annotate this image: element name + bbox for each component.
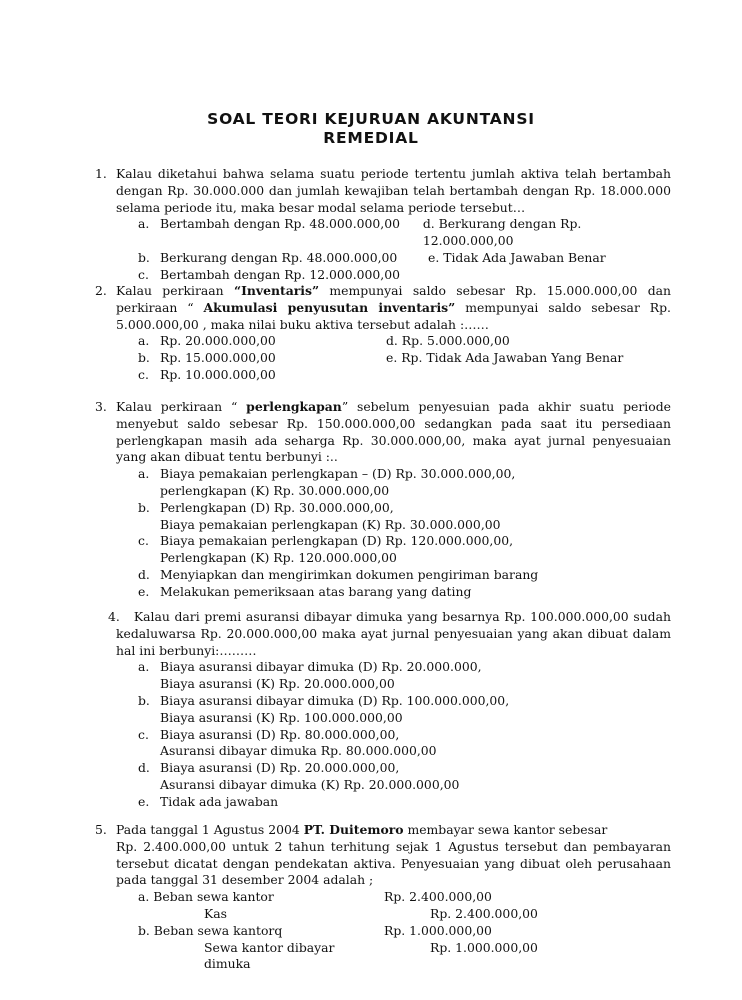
question-1 — [95, 166, 671, 284]
question-number: 4. — [108, 609, 120, 624]
option-a-credit: Kas Rp. 2.400.000,00 — [204, 905, 538, 921]
option-a: a. Biaya pemakaian perlengkapan – (D) Rp. 30.000.000,00, perlengkapan (K) Rp. 30.000.000,00 — [138, 466, 516, 498]
question-number: 3. — [95, 399, 107, 414]
options — [138, 216, 671, 283]
question-number: 5. — [95, 822, 107, 837]
question-number: 2. — [95, 283, 107, 298]
title-line-2: REMEDIAL — [323, 129, 419, 147]
question-stem: Kalau diketahui bahwa selama suatu periode tertentu jumlah aktiva telah bertambah dengan Rp. 30.000.000 dan jumlah kewajiban telah bertambah dengan Rp. 18.000.000 selama periode itu, maka besar modal selama periode tersebut… — [116, 166, 671, 215]
question-number: 1. — [95, 166, 107, 181]
option-b: b. Rp. 15.000.000,00 — [138, 350, 276, 366]
question-4 — [95, 609, 671, 811]
option-a: a. Bertambah dengan Rp. 48.000.000,00 — [138, 216, 400, 232]
question-stem: Kalau perkiraan “ perlengkapan” sebelum penyesuian pada akhir suatu periode menyebut saldo sebesar Rp. 150.000.000,00 sedangkan pada saat itu persediaan perlengkapan masih ada seharga Rp. 30.000.000,00, maka ayat jurnal penyesuaian yang akan dibuat tentu berbunyi :.. — [116, 399, 671, 465]
option-d: d. Berkurang dengan Rp. 12.000.000,00 — [422, 216, 582, 249]
options — [138, 466, 671, 600]
question-2 — [95, 283, 671, 384]
option-b-credit: Sewa kantor dibayar dimuka Rp. 1.000.000,00 — [204, 939, 538, 972]
question-stem: 4. Kalau dari premi asuransi dibayar dimuka yang besarnya Rp. 100.000.000,00 sudah kedaluwarsa Rp. 20.000.000,00 maka ayat jurnal penyesuaian yang akan dibuat dalam hal ini berbunyi:……… — [108, 609, 671, 658]
option-c: c. Rp. 10.000.000,00 — [138, 366, 276, 382]
question-5 — [95, 822, 671, 973]
option-e: e. Tidak Ada Jawaban Benar — [428, 249, 606, 265]
option-d: d. Rp. 5.000.000,00 — [386, 333, 510, 349]
option-e: e. Rp. Tidak Ada Jawaban Yang Benar — [386, 350, 624, 366]
option-a: a. Biaya asuransi dibayar dimuka (D) Rp. 20.000.000, Biaya asuransi (K) Rp. 20.000.000,00 — [138, 659, 482, 692]
option-e: e. Tidak ada jawaban — [138, 793, 279, 809]
option-a: a. Rp. 20.000.000,00 — [138, 333, 276, 349]
document-title — [0, 110, 742, 148]
option-b: b. Biaya asuransi dibayar dimuka (D) Rp. 100.000.000,00, Biaya asuransi (K) Rp. 100.000.000,00 — [138, 692, 510, 725]
option-a-debit: a. Beban sewa kantor Rp. 2.400.000,00 — [138, 889, 492, 905]
option-c: c. Biaya pemakaian perlengkapan (D) Rp. 120.000.000,00, Perlengkapan (K) Rp. 120.000.000,00 — [138, 533, 514, 566]
question-3 — [95, 399, 671, 601]
option-b: b. Perlengkapan (D) Rp. 30.000.000,00, Biaya pemakaian perlengkapan (K) Rp. 30.000.000,00 — [138, 499, 501, 532]
option-b-debit: b. Beban sewa kantorq Rp. 1.000.000,00 — [138, 922, 492, 938]
options — [138, 659, 671, 810]
option-d: d. Menyiapkan dan mengirimkan dokumen pengiriman barang — [138, 566, 539, 582]
question-stem: Kalau perkiraan “Inventaris” mempunyai saldo sebesar Rp. 15.000.000,00 dan perkiraan “ Akumulasi penyusutan inventaris” mempunyai saldo sebesar Rp. 5.000.000,00 , maka nilai buku aktiva tersebut adalah :…… — [116, 283, 672, 332]
question-stem: Pada tanggal 1 Agustus 2004 PT. Duitemoro membayar sewa kantor sebesar — [116, 822, 608, 837]
question-stem-continued: Rp. 2.400.000,00 untuk 2 tahun terhitung sejak 1 Agustus tersebut dan pembayaran tersebut dicatat dengan pendekatan aktiva. Penyesuaian yang dibuat oleh perusahaan pada tanggal 31 desember 2004 adalah ; — [116, 838, 671, 888]
option-b: b. Berkurang dengan Rp. 48.000.000,00 — [138, 249, 398, 265]
option-d: d. Biaya asuransi (D) Rp. 20.000.000,00, Asuransi dibayar dimuka (K) Rp. 20.000.000,00 — [138, 760, 460, 792]
option-e: e. Melakukan pemeriksaan atas barang yang dating — [138, 583, 472, 599]
option-c: c. Bertambah dengan Rp. 12.000.000,00 — [138, 266, 400, 282]
journal-options — [138, 889, 538, 973]
options — [138, 333, 671, 383]
title-line-1: SOAL TEORI KEJURUAN AKUNTANSI — [207, 110, 535, 128]
option-c: c. Biaya asuransi (D) Rp. 80.000.000,00, Asuransi dibayar dimuka Rp. 80.000.000,00 — [138, 726, 437, 759]
